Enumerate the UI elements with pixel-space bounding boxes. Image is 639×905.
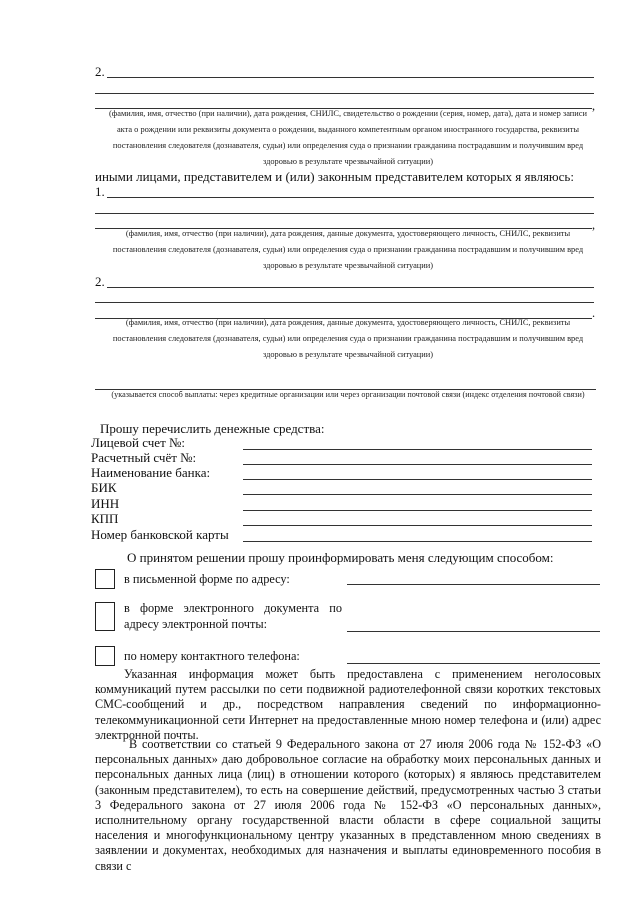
fill-line[interactable] <box>95 213 594 214</box>
option-mail-label: в письменной форме по адресу: <box>124 572 290 586</box>
bank-field-label: Наименование банка: <box>91 465 211 480</box>
caption-line: (фамилия, имя, отчество (при наличии), дата рождения, СНИЛС, свидетельство о рождении (серия, номер, дата), дата и номер записи <box>109 109 587 118</box>
caption-line: (фамилия, имя, отчество (при наличии), дата рождения, данные документа, удостоверяющего личность, СНИЛС, реквизиты <box>125 318 571 327</box>
option-email-label: в форме электронного документа по <box>124 601 342 615</box>
bank-field-input[interactable] <box>243 464 592 465</box>
caption-line: постановления следователя (дознавателя, судьи) или определения суда о признании гражданина пострадавшим и получившим вред <box>112 141 584 150</box>
item-number: 2. <box>95 274 105 289</box>
caption-line: здоровью в результате чрезвычайной ситуации) <box>262 261 434 270</box>
bank-field-input[interactable] <box>243 510 592 511</box>
mail-checkbox[interactable] <box>95 569 115 589</box>
bank-field-label: Номер банковской карты <box>91 527 229 542</box>
trailing-comma: , <box>592 218 596 232</box>
bank-field-label: КПП <box>91 511 119 526</box>
caption-line: постановления следователя (дознавателя, судьи) или определения суда о признании гражданина пострадавшим и получившим вред <box>112 245 584 254</box>
mail-address-input[interactable] <box>347 584 600 585</box>
bank-field-label: Лицевой счет №: <box>91 435 186 450</box>
phone-number-input[interactable] <box>347 663 600 664</box>
phone-checkbox[interactable] <box>95 646 115 666</box>
caption-line: постановления следователя (дознавателя, судьи) или определения суда о признании гражданина пострадавшим и получившим вред <box>112 334 584 343</box>
fill-line[interactable] <box>107 77 594 78</box>
bank-heading: Прошу перечислить денежные средства: <box>100 421 325 436</box>
bank-field-label: БИК <box>91 480 117 495</box>
payment-method-caption: (указывается способ выплаты: через кредитные организации или через организации почтовой связи (индекс отделения почтовой связи) <box>111 390 585 399</box>
caption-line: здоровью в результате чрезвычайной ситуации) <box>262 350 434 359</box>
bank-field-label: Расчетный счёт №: <box>91 450 197 465</box>
caption-line: акта о рождении или реквизиты документа о рождении, выданного компетентным органом иностранного государства, реквизиты <box>116 125 580 134</box>
item-number: 2. <box>95 64 105 79</box>
bank-field-input[interactable] <box>243 479 592 480</box>
fill-line[interactable] <box>107 197 594 198</box>
sms-paragraph: Указанная информация может быть предоставлена с применением неголосовых коммуникаций путем рассылки по сети подвижной радиотелефонной связи коротких текстовых СМС-сообщений и др., посредством направления сведений по информационно-телекоммуникационной сети Интернет на предоставленные мною номер телефона и (или) адрес электронной почты. <box>95 667 601 742</box>
item-number: 1. <box>95 184 105 199</box>
fill-line[interactable] <box>107 287 594 288</box>
bank-field-label: ИНН <box>91 496 120 511</box>
bank-field-input[interactable] <box>243 525 592 526</box>
consent-paragraph: В соответствии со статьей 9 Федерального закона от 27 июля 2006 года № 152-ФЗ «О персональных данных» даю добровольное согласие на обработку моих персональных данных и персональных данных лица (лиц) в отношении которого (которых) я являюсь представителем (законным представителем), то есть на совершение действий, предусмотренных частью 3 статьи 3 Федерального закона от 27 июля 2006 года № 152-ФЗ «О персональных данных», исполнительному органу государственной власти области в сфере социальной защиты населения и многофункциональному центру указанных в представленном мною сведениях в заявлении и документах, необходимых для назначения и выплаты единовременного пособия в связи с <box>95 737 601 873</box>
trailing-comma: , <box>592 99 596 113</box>
trailing-period: . <box>592 306 596 320</box>
option-phone-label: по номеру контактного телефона: <box>124 649 300 663</box>
section-heading: иными лицами, представителем и (или) законным представителем которых я являюсь: <box>95 169 574 184</box>
email-checkbox[interactable] <box>95 602 115 631</box>
caption-line: (фамилия, имя, отчество (при наличии), дата рождения, данные документа, удостоверяющего личность, СНИЛС, реквизиты <box>125 229 571 238</box>
option-email-label: адресу электронной почты: <box>124 617 268 631</box>
fill-line[interactable] <box>95 93 594 94</box>
bank-field-input[interactable] <box>243 494 592 495</box>
bank-field-input[interactable] <box>243 449 592 450</box>
email-address-input[interactable] <box>347 631 600 632</box>
bank-field-input[interactable] <box>243 541 592 542</box>
notify-heading: О принятом решении прошу проинформировать меня следующим способом: <box>127 550 554 565</box>
caption-line: здоровью в результате чрезвычайной ситуации) <box>262 157 434 166</box>
fill-line[interactable] <box>95 302 594 303</box>
